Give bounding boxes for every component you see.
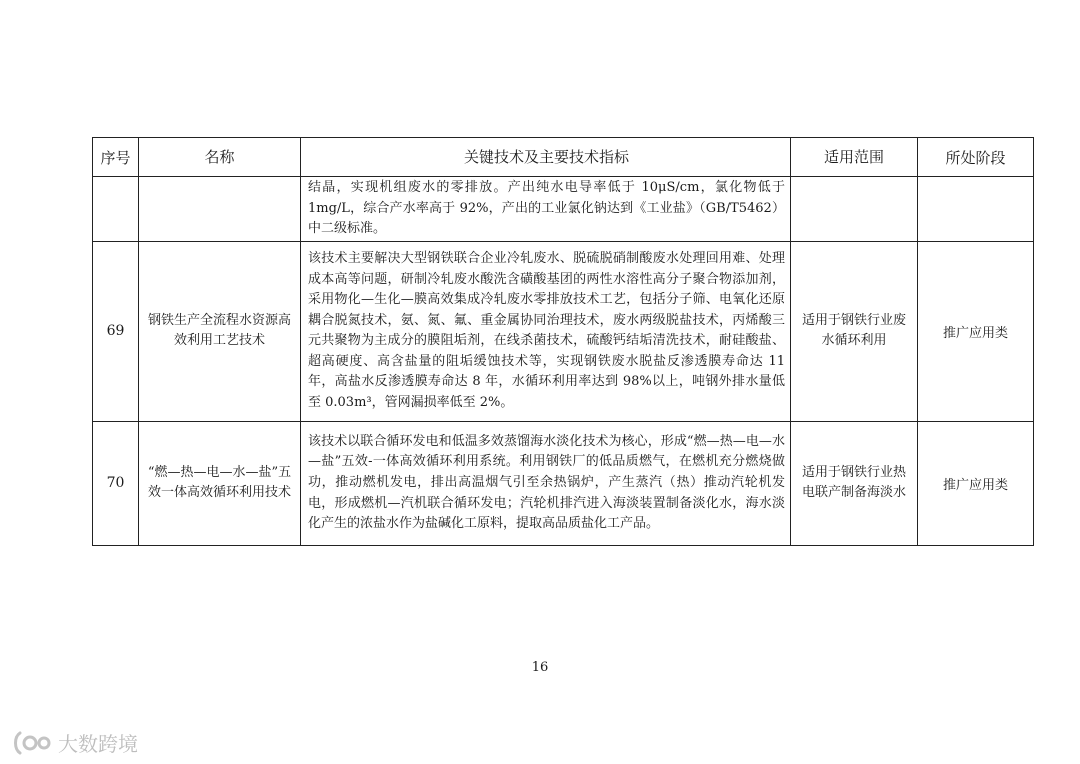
row-scope: 适用于钢铁行业废水循环利用	[791, 241, 918, 421]
brand-logo-icon	[12, 729, 52, 757]
header-stage: 所处阶段	[918, 138, 1034, 177]
row-stage: 推广应用类	[918, 421, 1034, 545]
watermark-text: 大数跨境	[58, 732, 138, 756]
row-name	[139, 177, 301, 242]
row-num: 69	[93, 241, 139, 421]
table-row	[93, 421, 1034, 545]
technology-table	[92, 137, 1034, 546]
row-scope: 适用于钢铁行业热电联产制备海淡水	[791, 421, 918, 545]
row-num	[93, 177, 139, 242]
table-header-row	[93, 138, 1034, 177]
row-stage	[918, 177, 1034, 242]
table-row	[93, 241, 1034, 421]
page-number: 16	[531, 660, 549, 675]
row-name: “燃—热—电—水—盐”五效一体高效循环利用技术	[139, 421, 301, 545]
row-tech: 该技术主要解决大型钢铁联合企业冷轧废水、脱硫脱硝制酸废水处理回用难、处理成本高等问题，研制冷轧废水酸洗含磺酸基团的两性水溶性高分子聚合物添加剂，采用物化—生化—膜高效集成冷轧废水零排放技术工艺，包括分子筛、电氧化还原耦合脱氮技术，氨、氮、氟、重金属协同治理技术，废水两级脱盐技术，丙烯酸三元共聚物为主成分的膜阻垢剂，在线杀菌技术，硫酸钙结垢清洗技术，耐硅酸盐、超高硬度、高含盐量的阻垢缓蚀技术等，实现钢铁废水脱盐反渗透膜寿命达 11 年，高盐水反渗透膜寿命达 8 年，水循环利用率达到 98%以上，吨钢外排水量低至 0.03m³，管网漏损率低至 2%。	[301, 241, 791, 421]
row-tech: 该技术以联合循环发电和低温多效蒸馏海水淡化技术为核心，形成“燃—热—电—水—盐”五效-一体高效循环利用系统。利用钢铁厂的低品质燃气，在燃机充分燃烧做功，推动燃机发电，排出高温烟气引至余热锅炉，产生蒸汽（热）推动汽轮机发电，形成燃机—汽机联合循环发电；汽轮机排汽进入海淡装置制备淡化水，海水淡化产生的浓盐水作为盐碱化工原料，提取高品质盐化工产品。	[301, 421, 791, 545]
header-num: 序号	[93, 138, 139, 177]
row-scope	[791, 177, 918, 242]
row-num: 70	[93, 421, 139, 545]
watermark	[12, 728, 138, 757]
header-name: 名称	[139, 138, 301, 177]
row-name: 钢铁生产全流程水资源高效利用工艺技术	[139, 241, 301, 421]
header-scope: 适用范围	[791, 138, 918, 177]
row-stage: 推广应用类	[918, 241, 1034, 421]
table-row	[93, 177, 1034, 242]
header-tech: 关键技术及主要技术指标	[301, 138, 791, 177]
row-tech: 结晶，实现机组废水的零排放。产出纯水电导率低于 10μS/cm，氯化物低于 1mg/L，综合产水率高于 92%，产出的工业氯化钠达到《工业盐》（GB/T5462）中二级标准。	[301, 177, 791, 242]
